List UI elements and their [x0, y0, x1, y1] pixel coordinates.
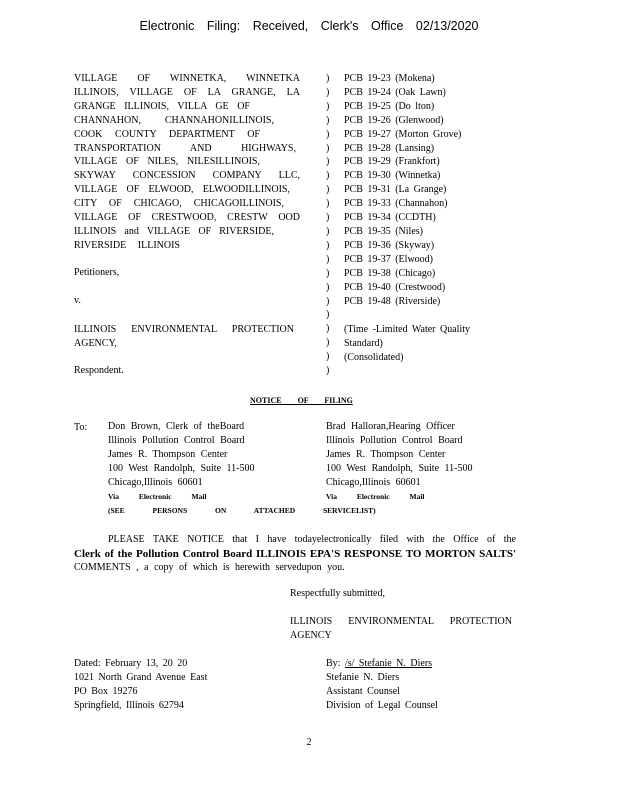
petitioner-line: ILLINOIS, VILLAGE OF LA GRANGE, LA: [74, 86, 300, 98]
page-number: 2: [306, 737, 312, 748]
paren: ): [326, 86, 330, 98]
paren: ): [326, 198, 330, 210]
address-line: Brad Halloran,Hearing Officer: [326, 421, 455, 432]
versus-label: v.: [74, 295, 81, 306]
case-number: PCB 19-25 (Do lton): [344, 100, 435, 112]
service-list-note: (SEE PERSONS ON ATTACHED SERVICELIST): [108, 506, 376, 515]
petitioners-caption: [74, 72, 314, 253]
paren: ): [326, 351, 330, 363]
paren: ): [326, 337, 330, 349]
address-line: Chicago,Illinois 60601: [326, 476, 421, 488]
signature-block: [326, 657, 438, 713]
address-line: 100 West Randolph, Suite 11-500: [326, 462, 473, 474]
petitioner-line: ILLINOIS and VILLAGE OF RIVERSIDE,: [74, 225, 274, 237]
paren: ): [326, 142, 330, 154]
case-number: PCB 19-34 (CCDTH): [344, 212, 436, 224]
case-number: PCB 19-36 (Skyway): [344, 239, 435, 251]
closing: Respectfully submitted,: [290, 588, 385, 599]
paren: ): [326, 128, 330, 140]
signer-division: Division of Legal Counsel: [326, 700, 438, 711]
respondent-label: Respondent.: [74, 365, 124, 376]
case-number: PCB 19-40 (Crestwood): [344, 281, 446, 293]
petitioner-line: VILLAGE OF CRESTWOOD, CRESTW OOD: [74, 212, 300, 224]
address-line: 100 West Randolph, Suite 11-500: [108, 462, 255, 474]
addressee-hearing-officer: [326, 420, 472, 503]
signer-name: Stefanie N. Diers: [326, 672, 400, 683]
case-number: PCB 19-26 (Glenwood): [344, 114, 444, 126]
petitioner-line: VILLAGE OF WINNETKA, WINNETKA: [74, 73, 300, 84]
tls-line: (Time -Limited Water Quality: [344, 324, 471, 335]
paren: ): [326, 365, 330, 377]
body-line: COMMENTS , a copy of which is herewith servedupon you.: [74, 562, 345, 573]
petitioner-line: COOK COUNTY DEPARTMENT OF: [74, 128, 260, 140]
petitioner-line: VILLAGE OF ELWOOD, ELWOODILLINOIS,: [74, 184, 290, 196]
to-label: To:: [74, 422, 88, 433]
case-number: PCB 19-31 (La Grange): [344, 184, 447, 196]
paren: ): [326, 170, 330, 182]
paren: ): [326, 323, 330, 335]
petitioner-line: GRANGE ILLINOIS, VILLA GE OF: [74, 100, 250, 112]
body-line: Clerk of the Pollution Control Board ILLINOIS EPA'S RESPONSE TO MORTON SALTS': [74, 548, 516, 560]
case-number: PCB 19-37 (Elwood): [344, 253, 433, 265]
paren: ): [326, 156, 330, 168]
address-line: James R. Thompson Center: [326, 448, 446, 460]
agency-line: ILLINOIS ENVIRONMENTAL PROTECTION: [290, 616, 512, 627]
case-number: PCB 19-23 (Mokena): [344, 73, 435, 84]
petitioner-line: RIVERSIDE ILLINOIS: [74, 239, 180, 251]
agency-block: [290, 615, 512, 643]
notice-body: [74, 533, 516, 575]
paren: ): [326, 114, 330, 126]
dated-line: Dated: February 13, 20 20: [74, 658, 188, 669]
by-label: By:: [326, 658, 345, 669]
electronic-signature: /s/ Stefanie N. Diers: [344, 658, 433, 669]
respondent-line: ILLINOIS ENVIRONMENTAL PROTECTION: [74, 324, 294, 335]
addressee-clerk: [108, 420, 254, 503]
signer-title: Assistant Counsel: [326, 686, 400, 697]
paren: ): [326, 239, 330, 251]
paren: ): [326, 225, 330, 237]
case-number-list: [344, 72, 461, 308]
paren: ): [326, 309, 330, 321]
paren: ): [326, 295, 330, 307]
electronic-filing-stamp: Electronic Filing: Received, Clerk's Office 02/13/2020: [139, 19, 479, 33]
signature-line: [326, 657, 438, 671]
case-number: PCB 19-27 (Morton Grove): [344, 128, 462, 140]
petitioner-line: VILLAGE OF NILES, NILESILLINOIS,: [74, 156, 260, 168]
tls-line: Standard): [344, 337, 383, 349]
paren: ): [326, 212, 330, 224]
address-line: James R. Thompson Center: [108, 448, 228, 460]
address-line: 1021 North Grand Avenue East: [74, 672, 208, 683]
caption-parentheses: [326, 72, 329, 378]
case-number: PCB 19-29 (Frankfort): [344, 156, 440, 168]
body-line: PLEASE TAKE NOTICE that I have todayelectronically filed with the Office of the: [108, 534, 516, 545]
tls-line: (Consolidated): [344, 351, 404, 363]
address-line: Illinois Pollution Control Board: [108, 434, 245, 446]
delivery-method: Via Electronic Mail: [108, 491, 207, 501]
respondent-line: AGENCY,: [74, 337, 117, 349]
case-number: PCB 19-24 (Oak Lawn): [344, 86, 446, 98]
paren: ): [326, 267, 330, 279]
case-number: PCB 19-28 (Lansing): [344, 142, 435, 154]
address-line: Illinois Pollution Control Board: [326, 434, 463, 446]
address-line: PO Box 19276: [74, 686, 138, 697]
case-number: PCB 19-48 (Riverside): [344, 295, 441, 307]
delivery-method: Via Electronic Mail: [326, 491, 425, 501]
notice-of-filing-title: NOTICE OF FILING: [250, 396, 353, 405]
agency-line: AGENCY: [290, 630, 332, 641]
petitioners-label: Petitioners,: [74, 267, 120, 278]
address-line: Don Brown, Clerk of theBoard: [108, 421, 245, 432]
paren: ): [326, 281, 330, 293]
paren: ): [326, 253, 330, 265]
petitioner-line: TRANSPORTATION AND HIGHWAYS,: [74, 142, 296, 154]
address-line: Chicago,Illinois 60601: [108, 476, 203, 488]
dated-address-block: [74, 657, 207, 713]
paren: ): [326, 184, 330, 196]
time-limited-standard-label: [344, 323, 470, 365]
petitioner-line: CHANNAHON, CHANNAHONILLINOIS,: [74, 114, 274, 126]
paren: ): [326, 73, 330, 84]
case-number: PCB 19-38 (Chicago): [344, 267, 436, 279]
address-line: Springfield, Illinois 62794: [74, 700, 184, 711]
respondent-caption: [74, 323, 300, 351]
petitioner-line: CITY OF CHICAGO, CHICAGOILLINOIS,: [74, 198, 284, 210]
case-number: PCB 19-33 (Channahon): [344, 198, 448, 210]
paren: ): [326, 100, 330, 112]
case-number: PCB 19-30 (Winnetka): [344, 170, 441, 182]
case-number: PCB 19-35 (Niles): [344, 225, 423, 237]
petitioner-line: SKYWAY CONCESSION COMPANY LLC,: [74, 170, 300, 182]
